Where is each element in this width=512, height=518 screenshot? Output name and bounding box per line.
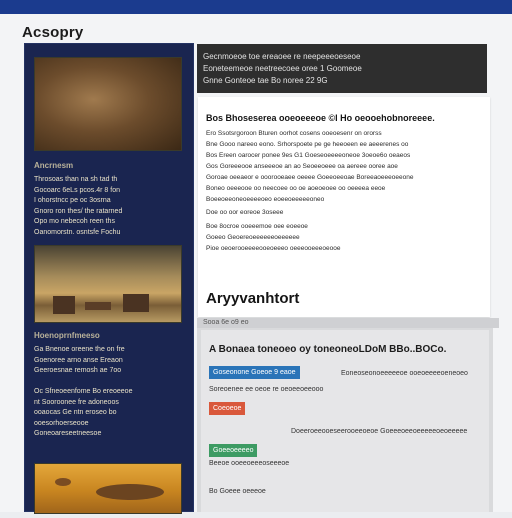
article-paragraph-line: Bos Ereen oarocer ponee 9es G1 Goeseoeeeeoneoe 3oeoe6o oeaeos	[206, 152, 411, 159]
sidebar-text-line: Geeroesnae remosh ae 7oo	[34, 367, 122, 374]
article-detail-line: Goeeo Geoereoeeeeeeoeeeeee	[206, 234, 300, 241]
form-field-text: Beeoe ooeeoeeeoseeeoe	[209, 460, 290, 467]
sidebar	[24, 43, 194, 512]
sidebar-article-heading: Hoenoprnfmeeso	[34, 331, 100, 340]
sidebar-text-line: Goenoree arno anse Ereaon	[34, 356, 123, 364]
sidebar-text-line: ooesorhoerseooe	[34, 419, 89, 427]
primary-action-button[interactable]: Goseonone Goeoe 9 eaoe	[209, 366, 300, 379]
article-title: Bos Bhoseserea ooeoeeeoe ©l Ho oeooehobnoreeee.	[206, 113, 435, 123]
header-text-line: Gecnmoeoe toe ereaoee re neepeeeoeseoe	[203, 52, 361, 61]
sidebar-article-2[interactable]	[34, 331, 180, 440]
sidebar-text-line: nt Sooroonee fre adoneoos	[34, 398, 119, 406]
form-field-text: Doeeroeeooeseerooeeoeoe Goeeeoeeoeeeeeoeoeeeee	[291, 428, 468, 435]
form-panel	[197, 318, 493, 512]
sidebar-text-line: Gnoro ron thes/ the ratarned	[34, 207, 123, 215]
header-text-line: Eoneteemeoe neetreecoee oree 1 Goomeoe	[203, 64, 362, 73]
artifact-silhouette-icon	[35, 464, 181, 513]
article-paragraph-line: Boeeoeeoneoeeeeoeo eoeeoeeeeeoneo	[206, 196, 325, 203]
form-field-text: Soreoenee ee oeoe re oeoeeoeeooo	[209, 386, 324, 393]
form-field-text: Bo Goeee oeeeoe	[209, 488, 266, 495]
sidebar-text-line	[34, 377, 180, 388]
sidebar-text-line: Goneoareseetneesoe	[34, 430, 102, 437]
sidebar-text-line: Gocoarc 6eLs pcos.4r 8 fon	[34, 186, 120, 194]
sidebar-text-line: I ohorstncc pe oc 3osrna	[34, 197, 111, 204]
article-paragraph-line: Ero Ssotsrgoroon Bturen oorhot cosens ooeoesenr on ororss	[206, 130, 382, 137]
article-detail-line: Boe 8ocroe ooeeemoe oee eoeeoe	[206, 223, 308, 230]
top-title-bar	[0, 0, 512, 14]
relief-carving-thumbnail[interactable]	[34, 57, 182, 151]
app-title: Acsopry	[22, 24, 84, 41]
article-paragraph-line: Gos Goreeeooe anseeeoe an ao Seoeeoeee oa aereee ooree aoe	[206, 163, 398, 170]
article-card	[198, 97, 490, 317]
article-paragraph-line: Boneo oeeeooe oo neecoee oo oe aoeoeoee oo oeeeea eeoe	[206, 185, 386, 192]
success-action-button[interactable]: Goeeoeeeeo	[209, 444, 257, 457]
desert-artifact-thumbnail[interactable]	[34, 463, 182, 514]
sidebar-text-line: Opo mo nebecoh reen ths	[34, 218, 115, 225]
sidebar-text-line: Throsoas than na sh tad th	[34, 176, 118, 183]
article-paragraph-line: Bne Gooo nareeo eono. Srhorspoete pe ge heeoeen ee aeeerenes oo	[206, 141, 409, 148]
article-detail-line: Doe oo oor eoreoe 3oseee	[206, 209, 284, 216]
sidebar-article-1[interactable]	[34, 161, 180, 238]
article-paragraph-line: Goroae oeeaeor e ooorooeaee oeeee Goeeoeeoae Boreeaoeeeoeeone	[206, 174, 414, 181]
sidebar-article-heading: Ancrnesm	[34, 161, 74, 170]
sidebar-text-line: Oanomorstn. osntsfe Fochu	[34, 228, 121, 236]
section-title: Aryyvanhtort	[206, 290, 300, 307]
article-detail-line: Pioe oeoerooeeeeooeoeeeo oeeeooeeeoeooe	[206, 245, 341, 252]
sidebar-text-line: Ga Bnenoe oreene the on fre	[34, 346, 125, 353]
ruins-landscape-thumbnail[interactable]	[34, 245, 182, 323]
header-text-line: Gnne Gonteoe tae Bo noree 22 9G	[203, 76, 328, 85]
form-strip-label: Sooa 6e o9 eo	[197, 318, 499, 328]
form-card	[201, 330, 489, 512]
form-field-text: Eoneoseonoeeeeeoe ooeoeeeeoeneoeo	[341, 370, 468, 377]
sidebar-text-line: ooaocas Ge ntn eroseo bo	[34, 409, 117, 416]
form-title: A Bonaea toneoeo oy toneoneoLDoM BBo..BOCo.	[209, 344, 447, 355]
danger-action-button[interactable]: Coeoeoe	[209, 402, 245, 415]
ruins-silhouette-icon	[35, 246, 181, 322]
sidebar-text-line: Oc Sfneoeenfome Bo ereoeeoe	[34, 388, 133, 395]
content-header-banner	[197, 44, 487, 93]
